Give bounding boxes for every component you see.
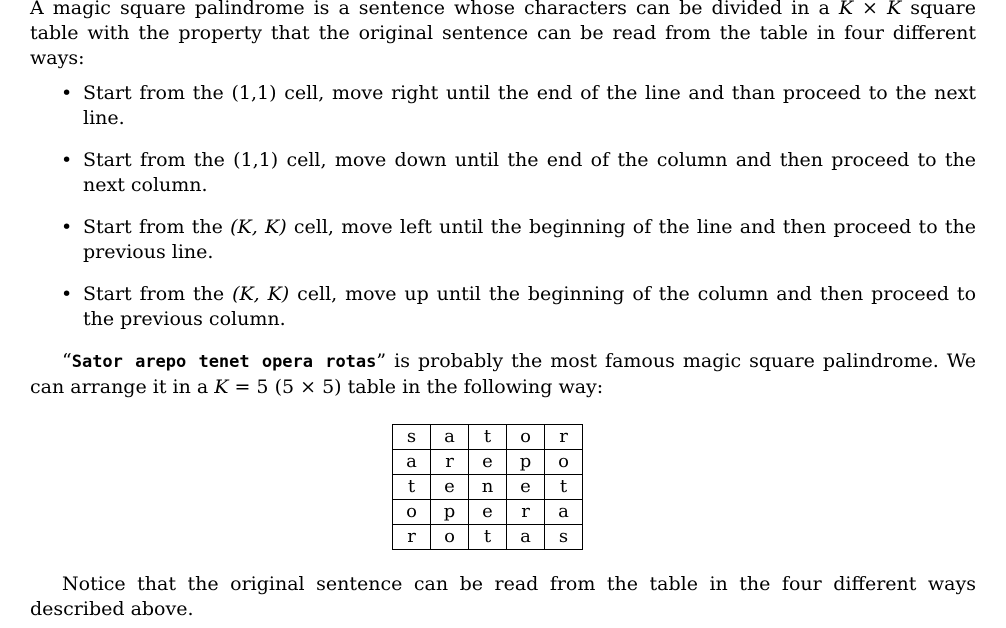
intro-text-a: A magic square palindrome is a sentence whose characters can be divided in a bbox=[30, 0, 839, 19]
table-row bbox=[393, 450, 583, 475]
table-cell: t bbox=[469, 525, 507, 550]
table-cell: o bbox=[393, 500, 431, 525]
kk-cell-math: (K, K) bbox=[232, 283, 290, 305]
example-paragraph bbox=[30, 349, 976, 400]
table-cell: r bbox=[545, 425, 583, 450]
times-symbol: × bbox=[853, 0, 887, 19]
k-symbol: K bbox=[838, 0, 854, 19]
intro-text-b: square table with the property that the original sentence can be read from the table in four different ways: bbox=[30, 0, 976, 69]
list-item bbox=[30, 215, 976, 265]
magic-square-table bbox=[392, 424, 583, 550]
notice-paragraph: Notice that the original sentence can be read from the table in the four different ways described above. bbox=[30, 573, 976, 620]
table-cell: a bbox=[393, 450, 431, 475]
table-cell: t bbox=[469, 425, 507, 450]
bullet-icon: • bbox=[61, 216, 73, 238]
way-text: Start from the bbox=[83, 216, 231, 238]
intro-paragraph bbox=[30, 0, 976, 71]
table-cell: o bbox=[507, 425, 545, 450]
table-cell: e bbox=[469, 500, 507, 525]
bullet-icon: • bbox=[61, 82, 73, 104]
square-table-wrapper bbox=[30, 424, 976, 550]
kk-cell-math: (K, K) bbox=[230, 216, 287, 238]
table-cell: r bbox=[507, 500, 545, 525]
way-text: Start from the bbox=[83, 283, 233, 305]
table-cell: e bbox=[431, 475, 469, 500]
table-cell: p bbox=[431, 500, 469, 525]
way-text: Start from the (1,1) cell, move down until the end of the column and then proceed to the next column. bbox=[83, 149, 976, 196]
problem-statement bbox=[30, 0, 976, 622]
bullet-icon: • bbox=[61, 149, 73, 171]
k-symbol: K bbox=[214, 376, 229, 398]
table-cell: t bbox=[545, 475, 583, 500]
example-text-a: is probably the most famous magic square palindrome. We can arrange it in a bbox=[30, 350, 976, 398]
table-row bbox=[393, 525, 583, 550]
list-item bbox=[30, 148, 976, 198]
table-row bbox=[393, 500, 583, 525]
open-quote: “ bbox=[62, 350, 72, 372]
table-row bbox=[393, 425, 583, 450]
table-cell: s bbox=[393, 425, 431, 450]
close-quote: ” bbox=[376, 350, 387, 372]
bullet-icon: • bbox=[61, 283, 73, 305]
table-cell: s bbox=[545, 525, 583, 550]
table-cell: a bbox=[431, 425, 469, 450]
table-cell: r bbox=[393, 525, 431, 550]
list-item bbox=[30, 81, 976, 131]
table-cell: a bbox=[507, 525, 545, 550]
example-sentence: Sator arepo tenet opera rotas bbox=[71, 352, 377, 372]
table-cell: r bbox=[431, 450, 469, 475]
table-cell: p bbox=[507, 450, 545, 475]
list-item bbox=[30, 282, 976, 332]
table-cell: n bbox=[469, 475, 507, 500]
reading-ways-list bbox=[30, 81, 976, 332]
table-cell: o bbox=[545, 450, 583, 475]
table-cell: e bbox=[469, 450, 507, 475]
k-symbol: K bbox=[886, 0, 902, 19]
way-text: cell, move left until the beginning of the line and then proceed to the previous line. bbox=[83, 216, 976, 263]
way-text: cell, move up until the beginning of the column and then proceed to the previous column. bbox=[83, 283, 977, 330]
table-cell: e bbox=[507, 475, 545, 500]
table-cell: a bbox=[545, 500, 583, 525]
example-text-eq: = 5 (5 × 5) table in the following way: bbox=[228, 376, 604, 398]
table-cell: t bbox=[393, 475, 431, 500]
way-text: Start from the (1,1) cell, move right until the end of the line and than proceed to the next line. bbox=[83, 82, 976, 129]
table-cell: o bbox=[431, 525, 469, 550]
table-row bbox=[393, 475, 583, 500]
